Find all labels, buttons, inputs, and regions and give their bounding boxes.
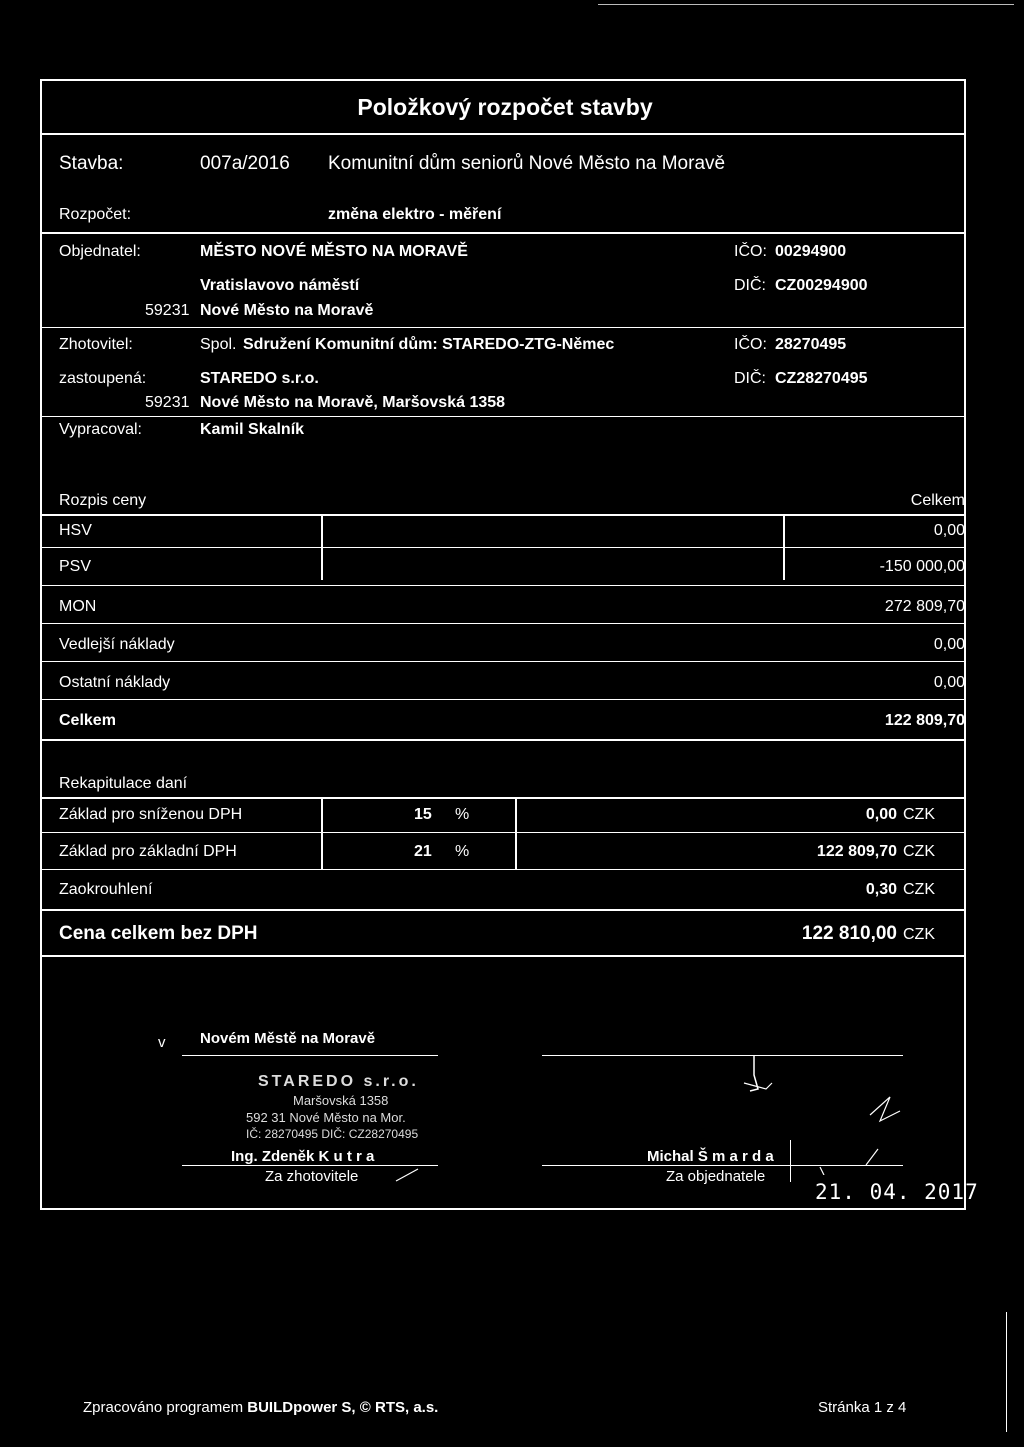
table-rule: [42, 739, 964, 741]
zaokrouhleni-value: 0,30: [865, 881, 897, 898]
rozpis-row-value: 0,00: [933, 522, 965, 539]
table-rule: [42, 832, 964, 833]
rozpis-row-label: Vedlejší náklady: [59, 636, 175, 653]
snizena-currency: CZK: [903, 806, 935, 823]
top-rule: [598, 4, 1014, 5]
vypracoval-label: Vypracoval:: [59, 421, 142, 438]
snizena-rate: 15: [414, 806, 432, 823]
signature-stroke-icon: [394, 1165, 424, 1185]
stamp-line: Maršovská 1358: [293, 1093, 389, 1108]
rozpis-row-label: HSV: [59, 522, 92, 539]
zhotovitel-address: Nové Město na Moravě, Maršovská 1358: [200, 394, 506, 411]
table-rule: [515, 797, 517, 869]
table-rule: [42, 623, 964, 624]
vypracoval-name: Kamil Skalník: [200, 421, 305, 438]
divider: [42, 133, 964, 135]
objednatel-zip: 59231: [145, 302, 190, 319]
cena-label: Cena celkem bez DPH: [59, 923, 258, 944]
table-rule: [42, 869, 964, 870]
zhotovitel-ico-label: IČO:: [734, 336, 767, 353]
zhotovitel-zip: 59231: [145, 394, 190, 411]
table-rule: [42, 585, 964, 586]
rozpis-row-value: 272 809,70: [884, 598, 965, 615]
rozpis-heading: Rozpis ceny: [59, 492, 147, 509]
table-rule: [42, 909, 964, 911]
client-signatory: Michal Š m a r d a: [647, 1148, 774, 1165]
footer-credit: [83, 1399, 438, 1416]
cena-value: 122 810,00: [801, 923, 897, 944]
divider: [42, 232, 964, 234]
footer-prefix: Zpracováno programem: [83, 1399, 248, 1416]
stavba-name: Komunitní dům seniorů Nové Město na Moravě: [328, 153, 726, 174]
stamp-line: STAREDO s.r.o.: [258, 1073, 419, 1090]
place-name: Novém Městě na Moravě: [200, 1030, 376, 1047]
margin-mark: [1006, 1312, 1007, 1432]
table-rule: [42, 514, 964, 516]
zakladni-value: 122 809,70: [816, 843, 897, 860]
objednatel-label: Objednatel:: [59, 243, 141, 260]
stavba-label: Stavba:: [59, 153, 124, 174]
dane-heading: Rekapitulace daní: [59, 775, 188, 792]
footer-copyright: © RTS, a.s.: [359, 1399, 439, 1416]
zhotovitel-label: Zhotovitel:: [59, 336, 133, 353]
rozpis-row-label: MON: [59, 598, 97, 615]
contractor-role: Za zhotovitele: [265, 1168, 359, 1185]
table-rule: [321, 797, 323, 869]
zakladni-percent: %: [455, 843, 470, 860]
stamp-line: IČ: 28270495 DIČ: CZ28270495: [246, 1127, 419, 1141]
table-rule: [42, 955, 964, 957]
snizena-label: Základ pro sníženou DPH: [59, 806, 243, 823]
objednatel-ico: 00294900: [775, 243, 847, 260]
zastoupena-label: zastoupená:: [59, 370, 147, 387]
footer-program: BUILDpower S,: [247, 1399, 356, 1416]
objednatel-name: MĚSTO NOVÉ MĚSTO NA MORAVĚ: [200, 243, 468, 260]
table-rule: [42, 699, 964, 700]
objednatel-street: Vratislavovo náměstí: [200, 277, 360, 294]
zhotovitel-dic: CZ28270495: [775, 370, 868, 387]
zakladni-currency: CZK: [903, 843, 935, 860]
page-title: Položkový rozpočet stavby: [357, 94, 653, 120]
rozpocet-name: změna elektro - měření: [328, 206, 502, 223]
divider: [42, 327, 964, 328]
objednatel-ico-label: IČO:: [734, 243, 767, 260]
rozpis-row-value: 0,00: [933, 636, 965, 653]
client-role: Za objednatele: [666, 1168, 766, 1185]
rozpis-row-label: PSV: [59, 558, 92, 575]
zakladni-label: Základ pro základní DPH: [59, 843, 237, 860]
table-rule: [42, 797, 964, 799]
divider: [42, 416, 964, 417]
stamp-line: 592 31 Nové Město na Mor.: [246, 1110, 406, 1125]
table-rule: [42, 661, 964, 662]
snizena-percent: %: [455, 806, 470, 823]
zhotovitel-prefix: Spol.: [200, 336, 237, 353]
rozpis-row-label: Ostatní náklady: [59, 674, 171, 691]
objednatel-dic: CZ00294900: [775, 277, 868, 294]
handwritten-signature-icon: [740, 1025, 920, 1175]
rozpis-total-value: 122 809,70: [884, 712, 965, 729]
zhotovitel-name: Sdružení Komunitní dům: STAREDO-ZTG-Němec: [243, 336, 615, 353]
cena-currency: CZK: [903, 926, 935, 943]
signature-date: 21. 04. 2017: [815, 1180, 979, 1204]
rozpis-row-value: 0,00: [933, 674, 965, 691]
snizena-value: 0,00: [865, 806, 897, 823]
zaokrouhleni-currency: CZK: [903, 881, 935, 898]
page-number: Stránka 1 z 4: [818, 1399, 907, 1416]
table-rule: [42, 547, 964, 548]
stavba-code: 007a/2016: [200, 153, 290, 174]
zhotovitel-dic-label: DIČ:: [734, 370, 766, 387]
rozpocet-label: Rozpočet:: [59, 206, 132, 223]
rozpis-total-heading: Celkem: [910, 492, 965, 509]
zastoupena-name: STAREDO s.r.o.: [200, 370, 319, 387]
rozpis-total-label: Celkem: [59, 712, 116, 729]
signature-mark: [790, 1140, 791, 1182]
objednatel-city: Nové Město na Moravě: [200, 302, 374, 319]
rozpis-row-value: -150 000,00: [879, 558, 965, 575]
signature-line: [182, 1055, 438, 1056]
place-prefix: v: [158, 1034, 166, 1051]
zaokrouhleni-label: Zaokrouhlení: [59, 881, 153, 898]
objednatel-dic-label: DIČ:: [734, 277, 766, 294]
contractor-signatory: Ing. Zdeněk K u t r a: [231, 1148, 375, 1165]
zakladni-rate: 21: [414, 843, 432, 860]
zhotovitel-ico: 28270495: [775, 336, 847, 353]
